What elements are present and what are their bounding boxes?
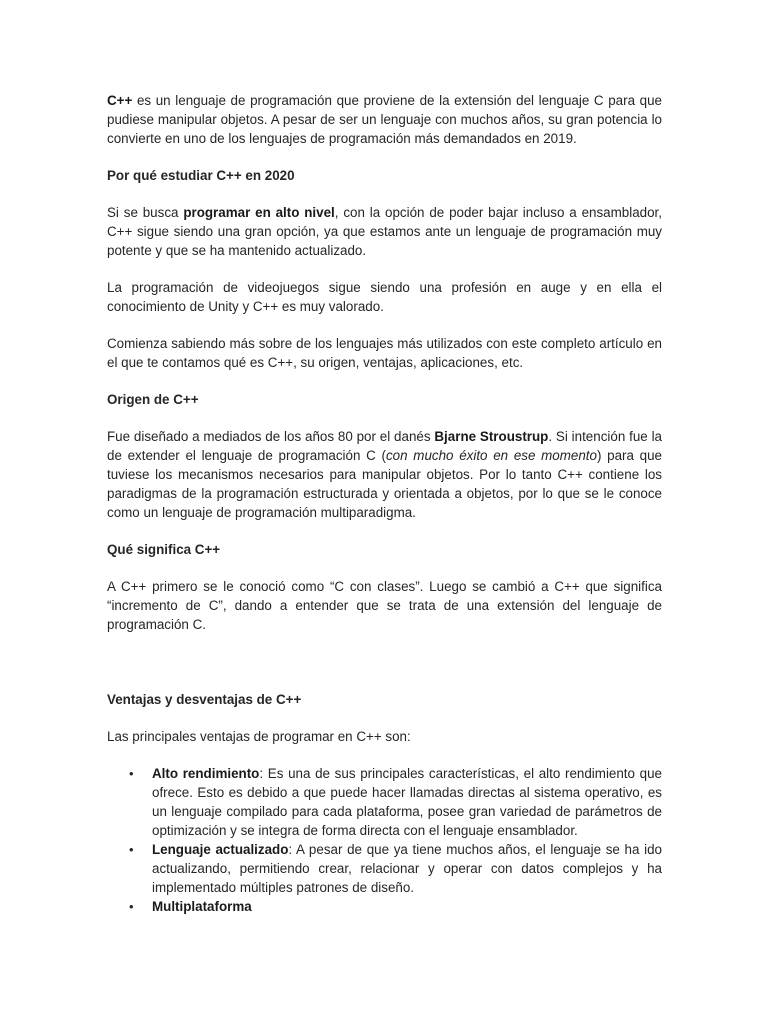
origin-bold-name: Bjarne Stroustrup xyxy=(434,429,549,444)
origin-after: ) para que tuviese los mecanismos necesarios para manipular objetos. Por lo tanto C++ contiene los paradigmas de la programación estructurada y orientada a objetos, por lo que se le conoce como un lenguaje de programación multiparadigma. xyxy=(107,448,662,520)
list-item-text: : Es una de sus principales características, el alto rendimiento que ofrece. Esto es debido a que puede hacer llamadas directas al sistema operativo, es un lenguaje compilado para cada plataforma, posee gran variedad de parámetros de optimización y se integra de forma directa con el lenguaje ensamblador. xyxy=(152,766,663,838)
why-paragraph-3: Comienza sabiendo más sobre de los lenguajes más utilizados con este completo artículo en el que te contamos qué es C++, su origen, ventajas, aplicaciones, etc. xyxy=(107,336,662,370)
heading-meaning: Qué significa C++ xyxy=(107,542,221,557)
list-item-multiplataforma xyxy=(107,897,662,916)
list-item-label: Multiplataforma xyxy=(152,899,252,914)
heading-pros: Ventajas y desventajas de C++ xyxy=(107,692,302,707)
why-p1-after: , con la opción de poder bajar incluso a ensamblador, C++ sigue siendo una gran opción, ya que estamos ante un lenguaje de programación muy potente y que se ha mantenido actualizado. xyxy=(107,205,662,258)
why-paragraph-2: La programación de videojuegos sigue siendo una profesión en auge y en ella el conocimiento de Unity y C++ es muy valorado. xyxy=(107,280,662,314)
heading-why: Por qué estudiar C++ en 2020 xyxy=(107,168,295,183)
intro-term: C++ xyxy=(107,93,133,108)
bullet-icon: • xyxy=(129,899,134,914)
why-p1-bold: programar en alto nivel xyxy=(183,205,335,220)
origin-paragraph xyxy=(107,427,662,522)
heading-origin: Origen de C++ xyxy=(107,392,199,407)
origin-italic: con mucho éxito en ese momento xyxy=(385,448,597,463)
list-item-label: Lenguaje actualizado xyxy=(152,842,289,857)
intro-paragraph xyxy=(107,91,662,148)
pros-list xyxy=(107,764,662,916)
pros-intro: Las principales ventajas de programar en C++ son: xyxy=(107,729,411,744)
why-p1-before: Si se busca xyxy=(107,205,184,220)
bullet-icon: • xyxy=(129,766,134,781)
bullet-icon: • xyxy=(129,842,134,857)
document-page xyxy=(107,91,662,916)
list-item-lenguaje-actualizado xyxy=(107,840,662,897)
list-item-alto-rendimiento xyxy=(107,764,662,840)
list-item-label: Alto rendimiento xyxy=(152,766,260,781)
section-spacer xyxy=(107,652,662,690)
origin-before: Fue diseñado a mediados de los años 80 por el danés xyxy=(107,429,435,444)
origin-mid: . Si intención fue la de extender el lenguaje de programación C ( xyxy=(107,429,662,463)
meaning-paragraph: A C++ primero se le conoció como “C con clases”. Luego se cambió a C++ que significa “incremento de C”, dando a entender que se trata de una extensión del lenguaje de programación C. xyxy=(107,579,662,632)
intro-text: es un lenguaje de programación que proviene de la extensión del lenguaje C para que pudiese manipular objetos. A pesar de ser un lenguaje con muchos años, su gran potencia lo convierte en uno de los lenguajes de programación más demandados en 2019. xyxy=(107,93,662,146)
why-paragraph-1 xyxy=(107,203,662,260)
list-item-text: : A pesar de que ya tiene muchos años, el lenguaje se ha ido actualizando, permitiendo crear, relacionar y operar con datos complejos y ha implementado múltiples patrones de diseño. xyxy=(152,842,662,895)
